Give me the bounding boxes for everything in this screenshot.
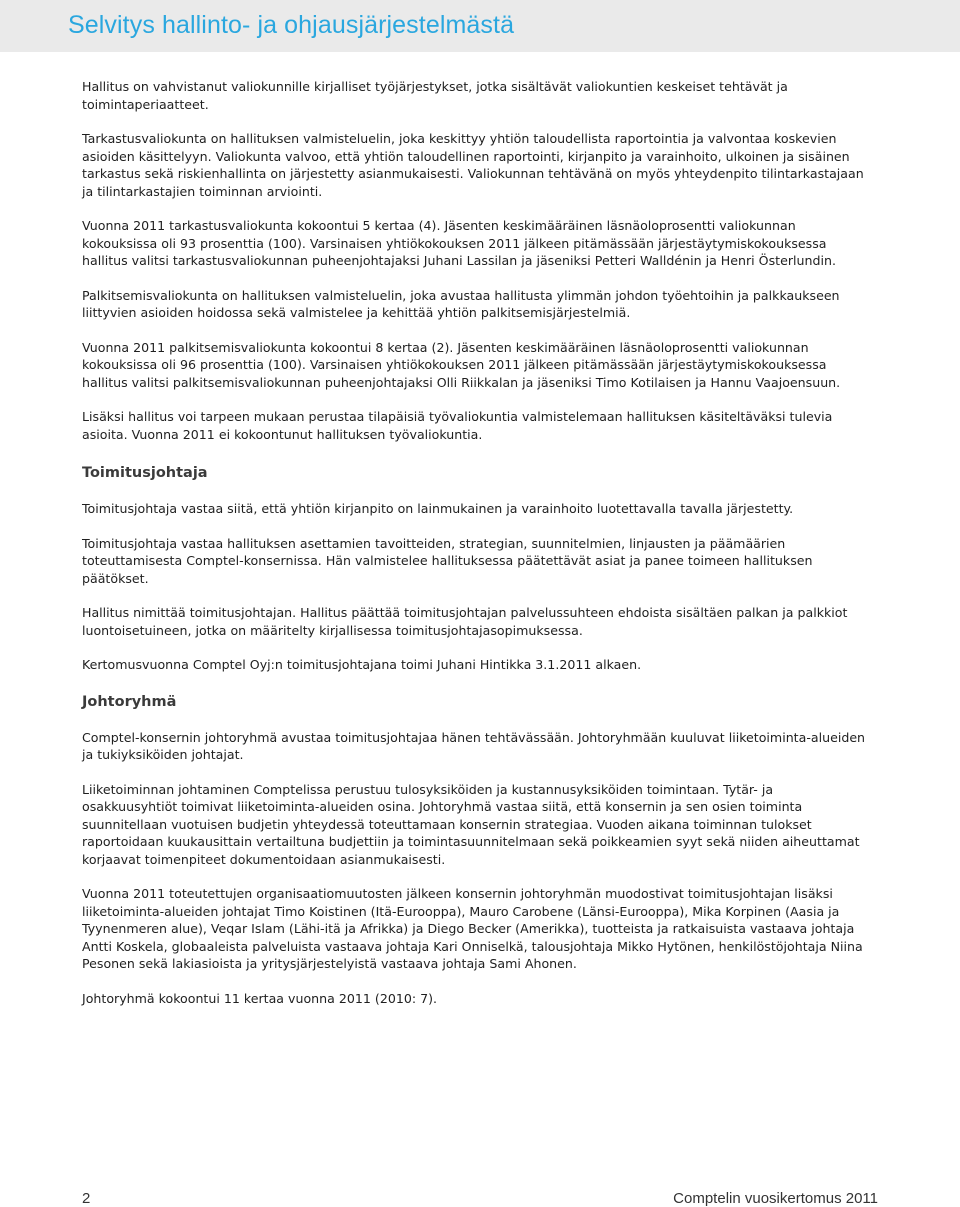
document-body <box>82 78 872 1024</box>
paragraph: Hallitus nimittää toimitusjohtajan. Hallitus päättää toimitusjohtajan palvelussuhteen ehdoista sisältäen palkan ja palkkiot luontoisetuineen, jotka on määritelty kirjallisessa toimitusjohtajasopimuksessa. <box>82 605 848 638</box>
paragraph: Liiketoiminnan johtaminen Comptelissa perustuu tulosyksiköiden ja kustannusyksiköiden toimintaan. Tytär- ja osakkuusyhtiöt toimivat liiketoiminta-alueiden osina. Johtoryhmä vastaa siitä, että konsernin ja sen osien toiminta suunnitellaan vuotuisen budjetin yhteydessä toteuttamaan konsernin strategiaa. Vuoden aikana toiminnan tulokset raportoidaan kuukausittain vertailtuna budjettiin ja toimintasuunnitelmaan sekä poikkeamien syyt sekä niiden aiheuttamat korjaavat toimenpiteet dokumentoidaan asianmukaisesti. <box>82 781 860 867</box>
paragraph: Toimitusjohtaja vastaa siitä, että yhtiön kirjanpito on lainmukainen ja varainhoito luotettavalla tavalla järjestetty. <box>82 501 794 516</box>
paragraph: Lisäksi hallitus voi tarpeen mukaan perustaa tilapäisiä työvaliokuntia valmistelemaan hallituksen käsiteltäväksi tulevia asioita. Vuonna 2011 ei kokoontunut hallituksen työvaliokuntia. <box>82 409 833 442</box>
paragraph: Tarkastusvaliokunta on hallituksen valmisteluelin, joka keskittyy yhtiön taloudellista raportointia ja valvontaa koskevien asioiden käsittelyyn. Valiokunta valvoo, että yhtiön taloudellinen raportointi, kirjanpito ja varainhoito, ulkoinen ja sisäinen tarkastus sekä riskienhallinta on järjestetty asianmukaisesti. Valiokunnan tehtävänä on myös yhteydenpito tilintarkastajaan ja tilintarkastajien toiminnan arviointi. <box>82 131 864 199</box>
ceo-section <box>82 465 872 674</box>
paragraph: Johtoryhmä kokoontui 11 kertaa vuonna 2011 (2010: 7). <box>82 990 438 1006</box>
paragraph: Vuonna 2011 palkitsemisvaliokunta kokoontui 8 kertaa (2). Jäsenten keskimääräinen läsnäoloprosentti valiokunnan kokouksissa oli 96 prosenttia (100). Varsinaisen yhtiökokouksen 2011 jälkeen pitämässään järjestäytymiskokouksessa hallitus valitsi palkitsemisvaliokunnan puheenjohtajaksi Olli Riikkalan ja jäseniksi Timo Kotilaisen ja Hannu Vaajoensuun. <box>82 339 841 390</box>
management-team-section <box>82 694 872 1008</box>
paragraph: Kertomusvuonna Comptel Oyj:n toimitusjohtajana toimi Juhani Hintikka 3.1.2011 alkaen. <box>82 657 642 672</box>
paragraph: Vuonna 2011 tarkastusvaliokunta kokoontui 5 kertaa (4). Jäsenten keskimääräinen läsnäoloprosentti valiokunnan kokouksissa oli 93 prosenttia (100). Varsinaisen yhtiökokouksen 2011 jälkeen pitämässään järjestäytymiskokouksessa hallitus valitsi tarkastusvaliokunnan puheenjohtajaksi Juhani Lassilan ja jäseniksi Petteri Walldénin ja Henri Österlundin. <box>82 218 836 268</box>
paragraph: Comptel-konsernin johtoryhmä avustaa toimitusjohtajaa hänen tehtävässään. Johtoryhmään kuuluvat liiketoiminta-alueiden ja tukiyksiköiden johtajat. <box>82 729 866 762</box>
page-title: Selvitys hallinto- ja ohjausjärjestelmästä <box>68 11 515 39</box>
page-number: 2 <box>82 1190 91 1207</box>
paragraph: Hallitus on vahvistanut valiokunnille kirjalliset työjärjestykset, jotka sisältävät valiokuntien keskeiset tehtävät ja toimintaperiaatteet. <box>82 79 788 112</box>
paragraph: Toimitusjohtaja vastaa hallituksen asettamien tavoitteiden, strategian, suunnitelmien, linjausten ja päämäärien toteuttamisesta Comptel-konsernissa. Hän valmistelee hallituksessa päätettävät asiat ja panee toimeen hallituksen päätökset. <box>82 535 813 586</box>
paragraph: Palkitsemisvaliokunta on hallituksen valmisteluelin, joka avustaa hallitusta ylimmän johdon työehtoihin ja palkkaukseen liittyvien asioiden hoidossa sekä valmistelee ja kehittää yhtiön palkitsemisjärjestelmiä. <box>82 287 840 320</box>
publication-title: Comptelin vuosikertomus 2011 <box>673 1190 878 1207</box>
section-heading-management-team: Johtoryhmä <box>82 693 177 710</box>
committees-section <box>82 78 872 443</box>
section-heading-ceo: Toimitusjohtaja <box>82 465 208 481</box>
paragraph: Vuonna 2011 toteutettujen organisaatiomuutosten jälkeen konsernin johtoryhmän muodostivat toimitusjohtajan lisäksi liiketoiminta-alueiden johtajat Timo Koistinen (Itä-Eurooppa), Mauro Carobene (Länsi-Eurooppa), Mika Korpinen (Aasia ja Tyynenmeren alue), Veqar Islam (Lähi-itä ja Afrikka) ja Diego Becker (Amerikka), tuotteista ja ratkaisuista vastaava johtaja Antti Koskela, globaaleista palveluista vastaava johtaja Kari Onniselkä, talousjohtaja Mikko Hytönen, henkilöstöjohtaja Niina Pesonen sekä lakiasioista ja yritysjärjestelyistä vastaava johtaja Sami Ahonen. <box>82 886 863 971</box>
